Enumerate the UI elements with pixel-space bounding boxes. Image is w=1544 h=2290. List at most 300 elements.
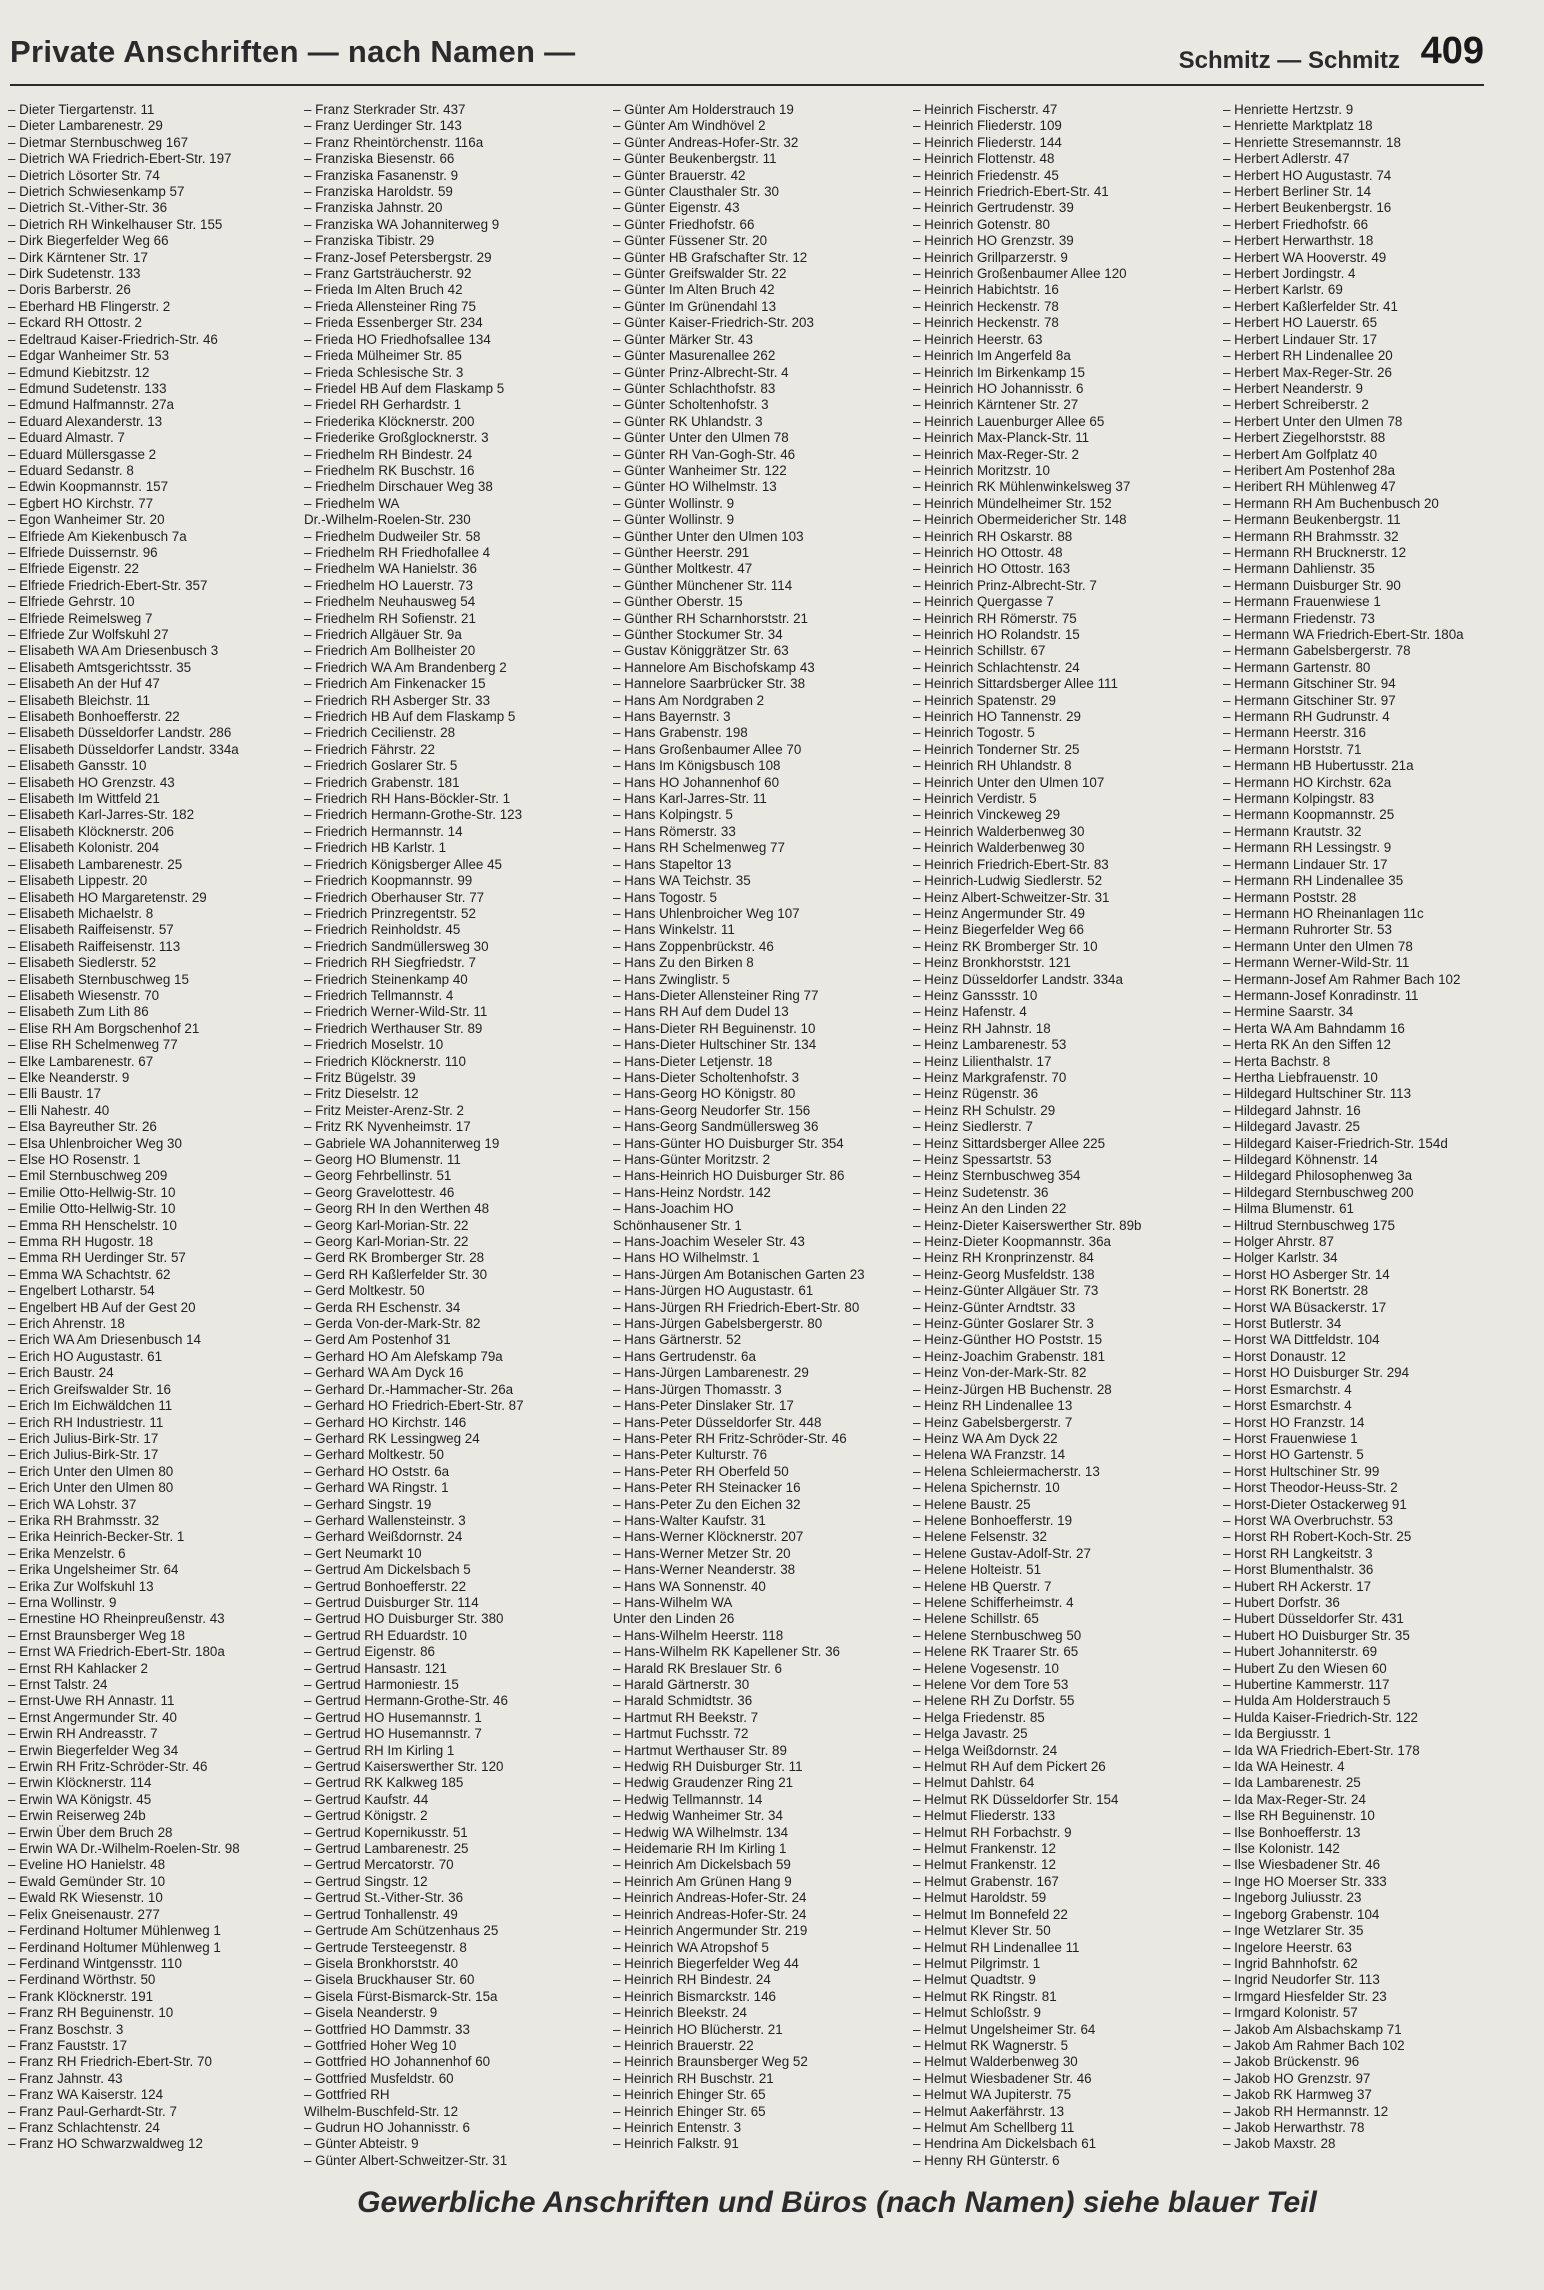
directory-entry: – Hertha Liebfrauenstr. 10 [1223, 1069, 1378, 1085]
directory-entry: – Friedel HB Auf dem Flaskamp 5 [304, 380, 505, 396]
directory-entry: – Hubert Johanniterstr. 69 [1223, 1644, 1378, 1660]
directory-entry: – Gertrud RK Kalkweg 185 [304, 1775, 464, 1791]
directory-entry: – Harald Gärtnerstr. 30 [613, 1677, 750, 1692]
directory-entry: – Heinrich Max-Planck-Str. 11 [913, 430, 1090, 446]
directory-entry: – Heinrich Fliederstr. 144 [913, 134, 1062, 150]
directory-entry: – Jakob Am Rahmer Bach 102 [1223, 2037, 1405, 2053]
directory-entry: – Heinrich HO Johannisstr. 6 [913, 380, 1084, 396]
directory-entry: – Hans-Joachim HO [613, 1201, 734, 1217]
directory-entry: – Heinrich Fischerstr. 47 [913, 102, 1058, 117]
directory-entry: – Elisabeth Bonhoefferstr. 22 [8, 709, 180, 725]
directory-entry: – Hans-Joachim Weseler Str. 43 [613, 1234, 805, 1250]
directory-entry: – Friedrich Goslarer Str. 5 [304, 758, 458, 774]
directory-entry: – Friedrich Koopmannstr. 99 [304, 873, 473, 889]
directory-entry: – Hans HO Johannenhof 60 [613, 774, 780, 790]
directory-entry: – Günter Friedhofstr. 66 [613, 216, 755, 232]
directory-entry: – Günter Wollinstr. 9 [613, 512, 735, 528]
directory-entry: – Heinz Lilienthalstr. 17 [913, 1053, 1052, 1069]
directory-entry: – Helmut Ungelsheimer Str. 64 [913, 2021, 1096, 2037]
directory-entry: – Friedrich Fährstr. 22 [304, 741, 435, 757]
directory-entry: – Hans Römerstr. 33 [613, 823, 736, 839]
directory-entry: – Hedwig WA Wilhelmstr. 134 [613, 1824, 789, 1840]
directory-entry: – Franz Jahnstr. 43 [8, 2070, 123, 2086]
directory-entry: – Heinrich HO Ottostr. 48 [913, 544, 1063, 560]
directory-entry: – Heinz Albert-Schweitzer-Str. 31 [913, 889, 1110, 905]
directory-entry: – Hans Großenbaumer Allee 70 [613, 741, 802, 757]
directory-entry: – Gerhard RK Lessingweg 24 [304, 1430, 480, 1446]
directory-entry: – Frieda HO Friedhofsallee 134 [304, 331, 491, 347]
directory-entry: – Hans-Peter RH Fritz-Schröder-Str. 46 [613, 1430, 847, 1446]
directory-entry: – Hans-Jürgen RH Friedrich-Ebert-Str. 80 [613, 1299, 860, 1315]
directory-entry: – Herta WA Am Bahndamm 16 [1223, 1020, 1405, 1036]
directory-entry: – Heinrich Kärntener Str. 27 [913, 397, 1079, 413]
directory-entry: – Elisabeth Lambarenestr. 25 [8, 856, 183, 872]
directory-entry: – Hermann Ruhrorter Str. 53 [1223, 922, 1392, 938]
directory-entry: – Heinrich RH Oskarstr. 88 [913, 528, 1073, 544]
directory-entry: – Heinrich Mündelheimer Str. 152 [913, 495, 1112, 511]
directory-entry: – Hiltrud Sternbuschweg 175 [1223, 1217, 1395, 1233]
directory-entry: – Franz WA Kaiserstr. 124 [8, 2087, 164, 2103]
directory-entry: – Ingeborg Juliusstr. 23 [1223, 1890, 1362, 1906]
directory-entry: – Elisabeth Im Wittfeld 21 [8, 791, 160, 807]
directory-entry: – Gerhard WA Ringstr. 1 [304, 1480, 449, 1496]
directory-entry: – Helmut RH Lindenallee 11 [913, 1939, 1080, 1955]
directory-entry: – Hans-Jürgen Thomasstr. 3 [613, 1381, 782, 1397]
directory-entry: – Eveline HO Hanielstr. 48 [8, 1857, 166, 1873]
directory-entry: – Heinrich Habichtstr. 16 [913, 282, 1059, 298]
directory-entry: – Erich Baustr. 24 [8, 1365, 114, 1381]
directory-entry: – Hermann Poststr. 28 [1223, 889, 1357, 905]
directory-entry: – Hannelore Am Bischofskamp 43 [613, 659, 815, 675]
directory-entry: – Herbert Lindauer Str. 17 [1223, 331, 1378, 347]
directory-entry: – Herbert Unter den Ulmen 78 [1223, 413, 1403, 429]
directory-entry: – Hulda Kaiser-Friedrich-Str. 122 [1223, 1709, 1418, 1725]
directory-entry: – Hermann RH Brahmsstr. 32 [1223, 528, 1399, 544]
directory-entry: – Hartmut Fuchsstr. 72 [613, 1726, 749, 1742]
directory-entry: – Heinrich Heckenstr. 78 [913, 315, 1059, 331]
directory-entry: – Dieter Lambarenestr. 29 [8, 118, 163, 134]
directory-entry: – Hermann Gitschiner Str. 97 [1223, 692, 1396, 708]
directory-entry: – Eduard Sedanstr. 8 [8, 462, 134, 478]
directory-entry: – Erich WA Lohstr. 37 [8, 1496, 137, 1512]
directory-entry: – Hans Zwinglistr. 5 [613, 971, 730, 987]
directory-entry: – Heinrich Falkstr. 91 [613, 2136, 739, 2152]
directory-entry: – Friederike Großglocknerstr. 3 [304, 430, 489, 446]
directory-entry: – Friedhelm Neuhausweg 54 [304, 594, 476, 610]
directory-entry: – Heinrich Brauerstr. 22 [613, 2037, 754, 2053]
directory-entry: – Herbert Jordingstr. 4 [1223, 266, 1356, 282]
directory-entry: – Herbert RH Lindenallee 20 [1223, 348, 1393, 364]
directory-entry: – Heinrich RH Römerstr. 75 [913, 610, 1077, 626]
directory-entry: – Irmgard Kolonistr. 57 [1223, 2005, 1358, 2021]
directory-entry: – Erwin RH Andreasstr. 7 [8, 1726, 158, 1742]
directory-entry: – Hermann RH Am Buchenbusch 20 [1223, 495, 1439, 511]
directory-entry: – Jakob Herwarthstr. 78 [1223, 2119, 1365, 2135]
directory-entry: – Gerd Moltkestr. 50 [304, 1283, 425, 1299]
directory-entry: – Erich Unter den Ulmen 80 [8, 1463, 174, 1479]
directory-entry: – Gottfried HO Dammstr. 33 [304, 2021, 470, 2037]
directory-entry: – Erich RH Industriestr. 11 [8, 1414, 164, 1430]
directory-entry: – Erich HO Augustastr. 61 [8, 1348, 163, 1364]
directory-entry: – Henriette Hertzstr. 9 [1223, 102, 1354, 117]
directory-entry: – Horst Esmarchstr. 4 [1223, 1381, 1352, 1397]
directory-entry: – Hans-Peter RH Steinacker 16 [613, 1480, 801, 1496]
directory-entry: – Ingelore Heerstr. 63 [1223, 1939, 1352, 1955]
directory-entry: – Jakob Maxstr. 28 [1223, 2136, 1336, 2152]
directory-column-2 [304, 102, 609, 2168]
directory-entry: – Edwin Koopmannstr. 157 [8, 479, 169, 495]
directory-entry: – Hans Gärtnerstr. 52 [613, 1332, 742, 1348]
directory-entry: – Ewald RK Wiesenstr. 10 [8, 1890, 163, 1906]
directory-entry: – Emilie Otto-Hellwig-Str. 10 [8, 1184, 176, 1200]
directory-entry: – Heinz Siedlerstr. 7 [913, 1119, 1033, 1135]
directory-entry: – Friedrich Werner-Wild-Str. 11 [304, 1004, 488, 1020]
directory-entry: – Hans Uhlenbroicher Weg 107 [613, 905, 800, 921]
directory-entry: – Edgar Wanheimer Str. 53 [8, 348, 170, 364]
directory-entry: – Franziska Fasanenstr. 9 [304, 167, 459, 183]
directory-entry: – Helmut Walderbenweg 30 [913, 2054, 1078, 2070]
directory-entry: – Fritz RK Nyvenheimstr. 17 [304, 1119, 471, 1135]
directory-entry: – Günter Kaiser-Friedrich-Str. 203 [613, 315, 814, 331]
directory-entry: – Erika Menzelstr. 6 [8, 1545, 126, 1561]
directory-entry: – Emma WA Schachtstr. 62 [8, 1266, 171, 1282]
directory-entry: – Friedrich Allgäuer Str. 9a [304, 627, 462, 642]
directory-entry: – Herbert Herwarthstr. 18 [1223, 233, 1374, 249]
directory-entry: – Helena Schleiermacherstr. 13 [913, 1463, 1100, 1479]
directory-entry: – Fritz Meister-Arenz-Str. 2 [304, 1102, 464, 1118]
directory-entry: – Hubertine Kammerstr. 117 [1223, 1677, 1390, 1692]
directory-entry: – Gerhard Moltkestr. 50 [304, 1447, 444, 1463]
directory-entry: – Günter HB Grafschafter Str. 12 [613, 249, 808, 265]
directory-entry: – Horst Esmarchstr. 4 [1223, 1398, 1352, 1414]
directory-entry: – Heinrich RH Bindestr. 24 [613, 1972, 771, 1988]
directory-entry: – Franziska Jahnstr. 20 [304, 200, 443, 216]
directory-entry: – Helga Weißdornstr. 24 [913, 1742, 1058, 1758]
directory-entry: – Heinrich Tonderner Str. 25 [913, 741, 1080, 757]
page-number: 409 [1420, 30, 1484, 72]
directory-entry: – Georg HO Blumenstr. 11 [304, 1152, 461, 1167]
directory-entry: – Franz RH Beguinenstr. 10 [8, 2005, 174, 2021]
directory-entry: – Hans RH Schelmenweg 77 [613, 840, 785, 856]
directory-entry: – Heinz-Georg Musfeldstr. 138 [913, 1266, 1095, 1282]
directory-entry: – Günter Prinz-Albrecht-Str. 4 [613, 364, 789, 380]
directory-entry: – Elisabeth HO Margaretenstr. 29 [8, 889, 207, 905]
directory-entry: – Heinrich Lauenburger Allee 65 [913, 413, 1105, 429]
directory-entry: – Helmut Wiesbadener Str. 46 [913, 2070, 1092, 2086]
directory-entry: – Henriette Stresemannstr. 18 [1223, 134, 1401, 150]
directory-entry: – Hermann Beukenbergstr. 11 [1223, 512, 1401, 528]
directory-entry: – Günter Albert-Schweitzer-Str. 31 [304, 2152, 508, 2168]
directory-entry: – Elfriede Eigenstr. 22 [8, 561, 140, 577]
directory-entry: – Helmut Haroldstr. 59 [913, 1890, 1047, 1906]
directory-entry: – Heinz-Jürgen HB Buchenstr. 28 [913, 1381, 1112, 1397]
directory-entry: – Frieda Im Alten Bruch 42 [304, 282, 463, 298]
directory-entry: – Heinrich Ehinger Str. 65 [613, 2103, 766, 2119]
directory-entry: – Hildegard Köhnenstr. 14 [1223, 1152, 1378, 1167]
directory-entry: – Emilie Otto-Hellwig-Str. 10 [8, 1201, 176, 1217]
directory-entry: – Ilse Bonhoefferstr. 13 [1223, 1824, 1361, 1840]
directory-entry: – Heinz-Dieter Kaiserswerther Str. 89b [913, 1217, 1142, 1233]
directory-entry: – Hermann Koopmannstr. 25 [1223, 807, 1395, 823]
directory-entry: – Gertrud Hansastr. 121 [304, 1660, 447, 1676]
directory-entry: – Hermann Frauenwiese 1 [1223, 594, 1381, 610]
directory-entry: – Hartmut Werthauser Str. 89 [613, 1742, 787, 1758]
directory-entry: – Herbert Ziegelhorststr. 88 [1223, 430, 1386, 446]
directory-entry: – Eduard Müllersgasse 2 [8, 446, 157, 462]
directory-entry: – Hans Winkelstr. 11 [613, 922, 735, 938]
directory-entry: – Helmut Frankenstr. 12 [913, 1841, 1056, 1857]
directory-entry: – Frank Klöcknerstr. 191 [8, 1988, 154, 2004]
directory-entry: – Erich WA Am Driesenbusch 14 [8, 1332, 202, 1348]
directory-entry: – Hans-Heinz Nordstr. 142 [613, 1184, 771, 1200]
directory-entry: – Friedrich Klöcknerstr. 110 [304, 1053, 466, 1069]
directory-entry: – Hans-Günter HO Duisburger Str. 354 [613, 1135, 844, 1151]
directory-entry: – Hans-Dieter RH Beguinenstr. 10 [613, 1020, 816, 1036]
directory-entry: – Erich Ahrenstr. 18 [8, 1316, 125, 1332]
directory-entry: – Hermine Saarstr. 34 [1223, 1004, 1354, 1020]
directory-entry: – Hans Kolpingstr. 5 [613, 807, 733, 823]
directory-entry: – Heinrich Friedenstr. 45 [913, 167, 1059, 183]
directory-entry: – Heinz Gabelsbergerstr. 7 [913, 1414, 1073, 1430]
directory-entry: – Erika Heinrich-Becker-Str. 1 [8, 1529, 185, 1545]
directory-entry: – Heinrich WA Atropshof 5 [613, 1939, 769, 1955]
directory-entry: – Hans-Werner Klöcknerstr. 207 [613, 1529, 804, 1545]
directory-entry: – Gertrud HO Duisburger Str. 380 [304, 1611, 504, 1627]
directory-entry: – Heinz WA Am Dyck 22 [913, 1430, 1058, 1446]
directory-entry: – Hans-Wilhelm Heerstr. 118 [613, 1627, 784, 1643]
directory-entry: – Friedrich Tellmannstr. 4 [304, 987, 454, 1003]
directory-entry: – Günter Andreas-Hofer-Str. 32 [613, 134, 799, 150]
directory-entry: – Horst Frauenwiese 1 [1223, 1430, 1358, 1446]
directory-entry: – Elfriede Reimelsweg 7 [8, 610, 153, 626]
directory-entry: – Heribert Am Postenhof 28a [1223, 462, 1395, 478]
directory-entry: – Ewald Gemünder Str. 10 [8, 1873, 166, 1889]
directory-entry: – Heinz Sudetenstr. 36 [913, 1184, 1049, 1200]
directory-entry: – Heinrich Bleekstr. 24 [613, 2005, 747, 2021]
directory-entry: – Gerd Am Postenhof 31 [304, 1332, 451, 1348]
directory-entry: – Elke Lambarenestr. 67 [8, 1053, 154, 1069]
directory-entry: – Heinrich Entenstr. 3 [613, 2119, 742, 2135]
directory-entry: – Friedel RH Gerhardstr. 1 [304, 397, 462, 413]
directory-entry: – Hans-Dieter Scholtenhofstr. 3 [613, 1069, 800, 1085]
directory-entry: – Hermann Gabelsbergerstr. 78 [1223, 643, 1411, 659]
directory-entry: – Heinrich Walderbenweg 30 [913, 840, 1085, 856]
directory-entry: – Franz Fauststr. 17 [8, 2037, 128, 2053]
directory-entry: – Ida Max-Reger-Str. 24 [1223, 1791, 1366, 1807]
directory-entry: – Friedrich Cecilienstr. 28 [304, 725, 456, 741]
directory-entry: – Helmut Quadtstr. 9 [913, 1972, 1036, 1988]
directory-entry: – Ida Bergiusstr. 1 [1223, 1726, 1331, 1742]
directory-entry: – Dieter Tiergartenstr. 11 [8, 102, 155, 117]
directory-entry: – Günter RK Uhlandstr. 3 [613, 413, 763, 429]
directory-entry: – Günter Unter den Ulmen 78 [613, 430, 789, 446]
directory-entry: – Herbert Schreiberstr. 2 [1223, 397, 1369, 413]
directory-entry: – Günter Märker Str. 43 [613, 331, 753, 347]
directory-entry: – Horst HO Franzstr. 14 [1223, 1414, 1365, 1430]
directory-entry: – Hans-Dieter Hultschiner Str. 134 [613, 1037, 817, 1053]
directory-entry: – Helene Holteistr. 51 [913, 1562, 1042, 1578]
directory-entry: – Else HO Rosenstr. 1 [8, 1152, 141, 1167]
directory-entry: – Gertrud Duisburger Str. 114 [304, 1594, 479, 1610]
directory-entry: – Elsa Uhlenbroicher Weg 30 [8, 1135, 182, 1151]
directory-entry: – Hermann RH Lindenallee 35 [1223, 873, 1404, 889]
directory-entry: – Emma RH Hugostr. 18 [8, 1234, 154, 1250]
directory-entry: – Hans Togostr. 5 [613, 889, 717, 905]
directory-entry: – Heinrich Am Grünen Hang 9 [613, 1873, 792, 1889]
directory-entry: – Erwin Über dem Bruch 28 [8, 1824, 173, 1840]
directory-entry: – Herbert Beukenbergstr. 16 [1223, 200, 1392, 216]
directory-entry: – Erna Wollinstr. 9 [8, 1594, 117, 1610]
directory-entry: – Gertrude Tersteegenstr. 8 [304, 1939, 467, 1955]
directory-entry: – Günther RH Scharnhorststr. 21 [613, 610, 809, 626]
directory-entry: – Helmut RK Ringstr. 81 [913, 1988, 1057, 2004]
directory-entry: – Heinrich Moritzstr. 10 [913, 462, 1050, 478]
directory-entry: – Elisabeth WA Am Driesenbusch 3 [8, 643, 219, 659]
directory-entry: – Heinrich RH Buschstr. 21 [613, 2070, 774, 2086]
directory-entry: – Heinz Sittardsberger Allee 225 [913, 1135, 1106, 1151]
directory-entry: – Hermann RH Brucknerstr. 12 [1223, 544, 1407, 560]
directory-entry: – Erich Im Eichwäldchen 11 [8, 1398, 173, 1414]
directory-entry: – Heinrich Friedrich-Ebert-Str. 83 [913, 856, 1109, 872]
directory-entry: – Hermann HO Kirchstr. 62a [1223, 774, 1392, 790]
directory-entry: – Horst HO Duisburger Str. 294 [1223, 1365, 1410, 1381]
directory-entry: – Elli Baustr. 17 [8, 1086, 102, 1102]
directory-entry: – Heinrich Verdistr. 5 [913, 791, 1037, 807]
directory-entry: – Helene Gustav-Adolf-Str. 27 [913, 1545, 1091, 1561]
directory-entry: – Herbert Kaßlerfelder Str. 41 [1223, 298, 1398, 314]
directory-entry: – Edmund Halfmannstr. 27a [8, 397, 174, 413]
directory-entry: – Elisabeth Düsseldorfer Landstr. 286 [8, 725, 232, 741]
directory-entry: – Heinrich Heerstr. 63 [913, 331, 1043, 347]
directory-entry: – Gertrud Am Dickelsbach 5 [304, 1562, 471, 1578]
directory-entry: – Emma RH Uerdinger Str. 57 [8, 1250, 186, 1266]
directory-entry: – Heinrich Andreas-Hofer-Str. 24 [613, 1890, 807, 1906]
directory-entry: – Heinrich Unter den Ulmen 107 [913, 774, 1105, 790]
directory-entry: – Friedrich RH Siegfriedstr. 7 [304, 955, 476, 971]
directory-column-1 [8, 102, 300, 2152]
directory-entry: – Friedhelm RK Buschstr. 16 [304, 462, 475, 478]
directory-entry: – Gerhard HO Am Alefskamp 79a [304, 1348, 503, 1364]
directory-entry: – Heinz RH Jahnstr. 18 [913, 1020, 1051, 1036]
directory-entry: – Horst-Dieter Ostackerweg 91 [1223, 1496, 1407, 1512]
directory-entry: – Heinrich Biegerfelder Weg 44 [613, 1955, 799, 1971]
directory-entry: – Friedrich Sandmüllersweg 30 [304, 938, 489, 954]
directory-entry: – Horst HO Gartenstr. 5 [1223, 1447, 1364, 1463]
directory-entry: – Hans Karl-Jarres-Str. 11 [613, 791, 767, 807]
directory-entry: – Franz Paul-Gerhardt-Str. 7 [8, 2103, 177, 2119]
directory-entry: – Heinrich Im Angerfeld 8a [913, 348, 1071, 364]
directory-entry: – Edmund Sudetenstr. 133 [8, 380, 167, 396]
directory-entry: – Franz Boschstr. 3 [8, 2021, 124, 2037]
directory-entry: – Heinrich Am Dickelsbach 59 [613, 1857, 791, 1873]
directory-entry: – Günter Wanheimer Str. 122 [613, 462, 787, 478]
directory-entry: – Ilse Wiesbadener Str. 46 [1223, 1857, 1381, 1873]
directory-entry: Unter den Linden 26 [613, 1611, 735, 1627]
directory-entry: – Herbert WA Hooverstr. 49 [1223, 249, 1387, 265]
directory-entry: – Hermann RH Gudrunstr. 4 [1223, 709, 1390, 725]
directory-entry: – Hermann Horststr. 71 [1223, 741, 1362, 757]
directory-entry: – Heinrich Ehinger Str. 65 [613, 2087, 766, 2103]
directory-entry: – Jakob RK Harmweg 37 [1223, 2087, 1372, 2103]
directory-entry: – Günter Im Grünendahl 13 [613, 298, 777, 314]
directory-entry: – Georg RH In den Werthen 48 [304, 1201, 490, 1217]
directory-entry: – Gerda RH Eschenstr. 34 [304, 1299, 461, 1315]
directory-entry: – Gerhard WA Am Dyck 16 [304, 1365, 464, 1381]
directory-entry: – Günther Unter den Ulmen 103 [613, 528, 804, 544]
directory-entry: – Heinz An den Linden 22 [913, 1201, 1067, 1217]
directory-entry: – Georg Karl-Morian-Str. 22 [304, 1234, 469, 1250]
directory-entry: – Hubert RH Ackerstr. 17 [1223, 1578, 1372, 1594]
directory-entry: – Hermann Kolpingstr. 83 [1223, 791, 1375, 807]
directory-entry: – Heinrich Spatenstr. 29 [913, 692, 1056, 708]
directory-entry: – Helmut Schloßstr. 9 [913, 2005, 1042, 2021]
directory-entry: – Ernst Braunsberger Weg 18 [8, 1627, 185, 1643]
directory-entry: – Heinrich Quergasse 7 [913, 594, 1054, 610]
directory-entry: – Herbert Berliner Str. 14 [1223, 184, 1372, 200]
directory-entry: – Gertrud Harmoniestr. 15 [304, 1677, 459, 1692]
directory-entry: – Harald Schmidtstr. 36 [613, 1693, 753, 1709]
directory-entry: – Horst WA Dittfeldstr. 104 [1223, 1332, 1380, 1348]
directory-entry: – Hans RH Auf dem Dudel 13 [613, 1004, 789, 1020]
directory-columns [8, 102, 1488, 2168]
directory-entry: – Henriette Marktplatz 18 [1223, 118, 1373, 134]
directory-entry: – Dietrich Schwiesenkamp 57 [8, 184, 185, 200]
directory-entry: – Franziska Haroldstr. 59 [304, 184, 453, 200]
directory-entry: – Elise RH Am Borgschenhof 21 [8, 1020, 200, 1036]
directory-entry: – Helene Sternbuschweg 50 [913, 1627, 1082, 1643]
directory-entry: – Ingrid Bahnhofstr. 62 [1223, 1955, 1358, 1971]
directory-entry: – Horst Theodor-Heuss-Str. 2 [1223, 1480, 1398, 1496]
directory-entry: – Heinrich HO Grenzstr. 39 [913, 233, 1074, 249]
directory-entry: – Heinz Von-der-Mark-Str. 82 [913, 1365, 1087, 1381]
directory-entry: – Günter Wollinstr. 9 [613, 495, 735, 511]
directory-entry: – Helmut RH Auf dem Pickert 26 [913, 1759, 1106, 1775]
directory-entry: – Friedrich Oberhauser Str. 77 [304, 889, 485, 905]
directory-entry: – Gertrud HO Husemannstr. 7 [304, 1726, 482, 1742]
directory-entry: – Hedwig RH Duisburger Str. 11 [613, 1759, 803, 1775]
directory-entry: – Heinrich Gotenstr. 80 [913, 216, 1050, 232]
directory-entry: – Elisabeth Gansstr. 10 [8, 758, 147, 774]
directory-entry: – Hildegard Hultschiner Str. 113 [1223, 1086, 1412, 1102]
directory-entry: – Gerd RK Bromberger Str. 28 [304, 1250, 485, 1266]
directory-entry: – Jakob HO Grenzstr. 97 [1223, 2070, 1371, 2086]
directory-entry: – Ferdinand Wintgensstr. 110 [8, 1955, 182, 1971]
directory-entry: – Franz Rheintörchenstr. 116a [304, 134, 484, 150]
directory-entry: – Ernst Talstr. 24 [8, 1677, 108, 1692]
directory-entry: – Herbert Adlerstr. 47 [1223, 151, 1350, 167]
directory-entry: – Frieda Mülheimer Str. 85 [304, 348, 462, 364]
directory-entry: – Heinrich Schillstr. 67 [913, 643, 1046, 659]
directory-entry: – Horst Butlerstr. 34 [1223, 1316, 1342, 1332]
directory-entry: – Heinz Ganssstr. 10 [913, 987, 1038, 1003]
directory-entry: – Gottfried Hoher Weg 10 [304, 2037, 457, 2053]
directory-entry: – Dietrich RH Winkelhauser Str. 155 [8, 216, 223, 232]
directory-entry: – Helga Javastr. 25 [913, 1726, 1028, 1742]
directory-entry: – Friedrich Hermannstr. 14 [304, 823, 463, 839]
directory-entry: – Hermann Unter den Ulmen 78 [1223, 938, 1413, 954]
directory-entry: – Horst RH Robert-Koch-Str. 25 [1223, 1529, 1412, 1545]
directory-entry: – Horst HO Asberger Str. 14 [1223, 1266, 1390, 1282]
directory-entry: – Helmut Pilgrimstr. 1 [913, 1955, 1041, 1971]
directory-entry: – Egbert HO Kirchstr. 77 [8, 495, 154, 511]
directory-entry: – Hermann Krautstr. 32 [1223, 823, 1362, 839]
directory-entry: – Elfriede Zur Wolfskuhl 27 [8, 627, 169, 642]
directory-entry: – Hermann-Josef Konradinstr. 11 [1223, 987, 1419, 1003]
directory-entry: – Heinrich Max-Reger-Str. 2 [913, 446, 1079, 462]
directory-entry: – Hildegard Philosophenweg 3a [1223, 1168, 1413, 1184]
directory-entry: – Helene Schillstr. 65 [913, 1611, 1039, 1627]
directory-entry: – Friedrich Grabenstr. 181 [304, 774, 460, 790]
